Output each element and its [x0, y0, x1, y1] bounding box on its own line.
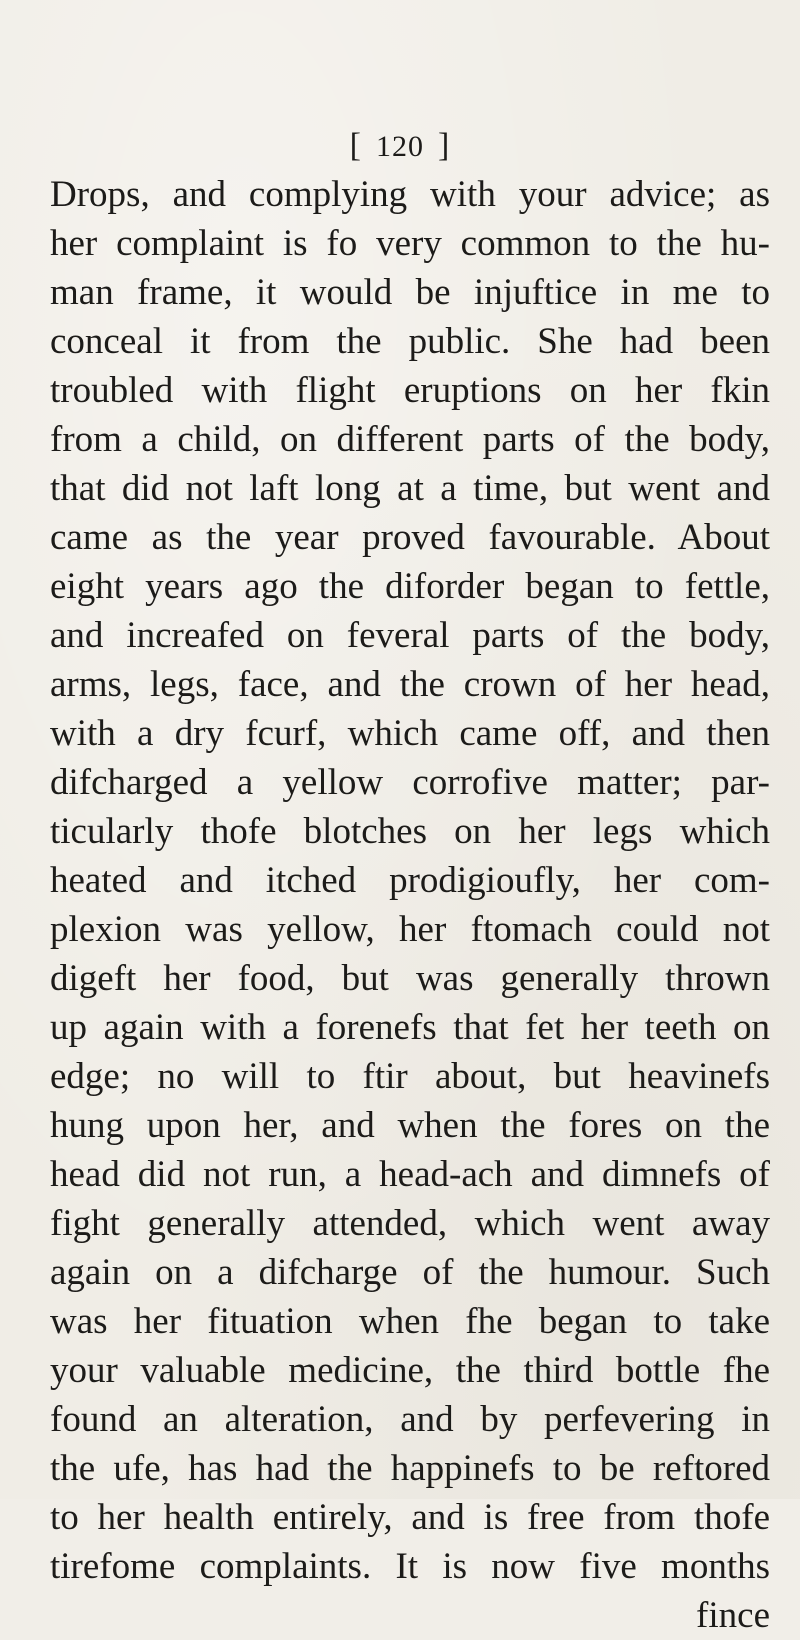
text-line: from a child, on different parts of the body,	[50, 419, 770, 460]
text-line: that did not laft long at a time, but went and	[50, 468, 770, 509]
text-line: difcharged a yellow corrofive matter; par-	[50, 762, 770, 803]
text-line: troubled with flight eruptions on her fkin	[50, 370, 770, 411]
text-line: ticularly thofe blotches on her legs which	[50, 811, 770, 852]
text-line: digeft her food, but was generally thrown	[50, 958, 770, 999]
page-header	[0, 126, 800, 167]
page-number: 120	[376, 130, 424, 163]
text-line: up again with a forenefs that fet her teeth on	[50, 1007, 770, 1048]
text-line: came as the year proved favourable. About	[50, 517, 770, 558]
text-line: fight generally attended, which went away	[50, 1203, 770, 1244]
text-line: was her fituation when fhe began to take	[50, 1301, 770, 1342]
text-line: heated and itched prodigioufly, her com-	[50, 860, 770, 901]
catchword: fince	[696, 1595, 770, 1636]
text-line: the ufe, has had the happinefs to be reftored	[50, 1448, 770, 1489]
text-line: eight years ago the diforder began to fettle,	[50, 566, 770, 607]
text-line: her complaint is fo very common to the hu-	[50, 223, 770, 264]
text-line: again on a difcharge of the humour. Such	[50, 1252, 770, 1293]
close-bracket: ]	[438, 127, 451, 164]
text-line: and increafed on feveral parts of the body,	[50, 615, 770, 656]
text-line: man frame, it would be injuftice in me to	[50, 272, 770, 313]
text-line: to her health entirely, and is free from thofe	[50, 1497, 770, 1538]
text-line: hung upon her, and when the fores on the	[50, 1105, 770, 1146]
text-line: tirefome complaints. It is now five months	[50, 1546, 770, 1587]
open-bracket: [	[349, 127, 362, 164]
text-line: edge; no will to ftir about, but heavinefs	[50, 1056, 770, 1097]
text-line: arms, legs, face, and the crown of her head,	[50, 664, 770, 705]
text-line: with a dry fcurf, which came off, and then	[50, 713, 770, 754]
text-line: conceal it from the public. She had been	[50, 321, 770, 362]
body-text	[50, 170, 770, 1640]
text-line: plexion was yellow, her ftomach could not	[50, 909, 770, 950]
text-line: head did not run, a head-ach and dimnefs of	[50, 1154, 770, 1195]
text-line: Drops, and complying with your advice; as	[50, 174, 770, 215]
text-line: your valuable medicine, the third bottle fhe	[50, 1350, 770, 1391]
text-line: found an alteration, and by perfevering in	[50, 1399, 770, 1440]
